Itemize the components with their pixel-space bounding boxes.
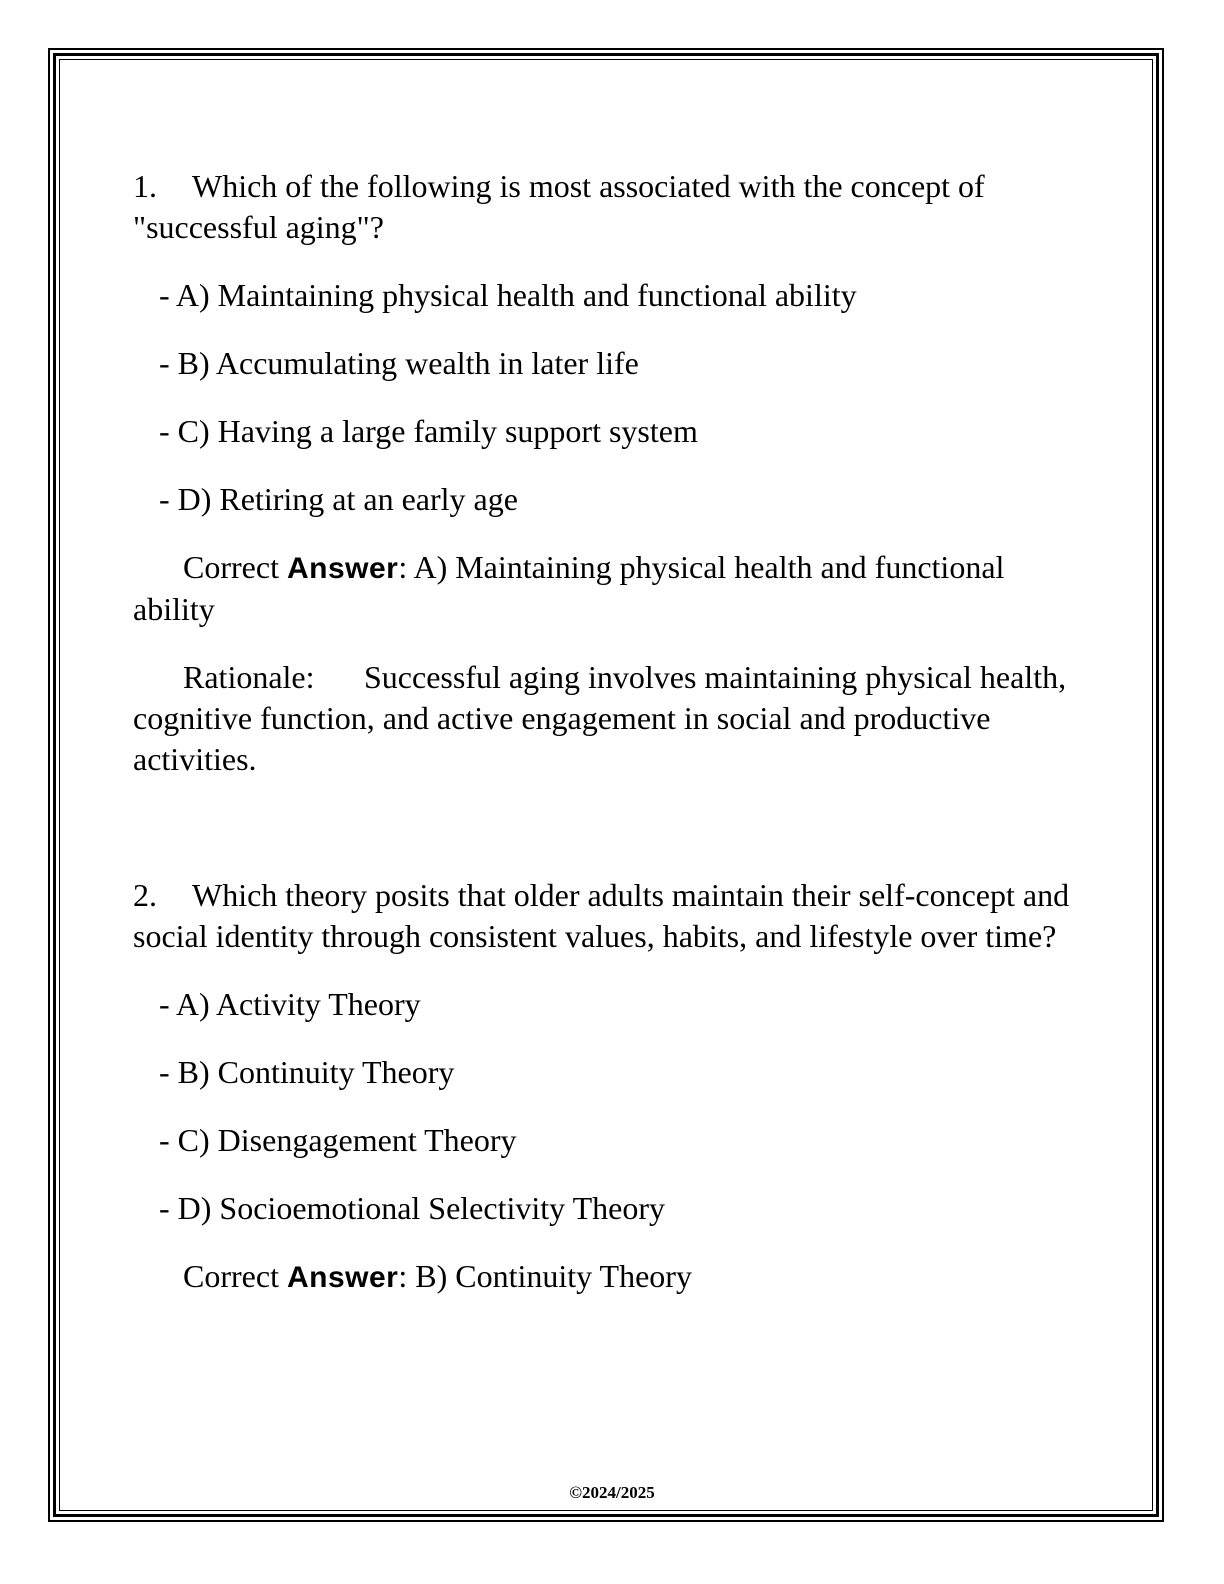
option-c: - C) Disengagement Theory [159,1122,517,1158]
document-content [133,166,1093,1298]
rationale-1 [133,657,1093,780]
answer-prefix: Correct [183,549,287,585]
answer-text: : A) Maintaining physical health and functional ability [133,549,1005,627]
question-text: Which of the following is most associated with the concept of "successful aging"? [133,168,985,245]
answer-prefix: Correct [183,1258,287,1294]
question-1-options [133,275,1093,520]
correct-answer-2 [133,1256,1093,1298]
question-number: 1. [133,168,157,204]
option-b: - B) Accumulating wealth in later life [159,345,639,381]
question-block-2 [133,875,1093,1298]
question-block-1 [133,166,1093,780]
rationale-text: Successful aging involves maintaining physical health, cognitive function, and active engagement in social and productive activities. [133,659,1067,777]
option-b: - B) Continuity Theory [159,1054,455,1090]
option-d: - D) Retiring at an early age [159,481,518,517]
answer-word: Answer [286,1261,399,1294]
answer-word: Answer [286,552,399,585]
option-a: - A) Activity Theory [159,986,421,1022]
question-text: Which theory posits that older adults maintain their self-concept and social identity through consistent values, habits, and lifestyle over time? [133,877,1070,954]
question-1-stem [133,166,1093,248]
answer-text: : B) Continuity Theory [398,1258,692,1294]
question-2-stem [133,875,1093,957]
option-a: - A) Maintaining physical health and functional ability [159,277,857,313]
correct-answer-1 [133,547,1093,630]
copyright-footer: ©2024/2025 [569,1483,655,1502]
question-number: 2. [133,877,157,913]
option-c: - C) Having a large family support system [159,413,698,449]
rationale-label: Rationale: [183,659,315,695]
question-2-options [133,984,1093,1229]
option-d: - D) Socioemotional Selectivity Theory [159,1190,665,1226]
